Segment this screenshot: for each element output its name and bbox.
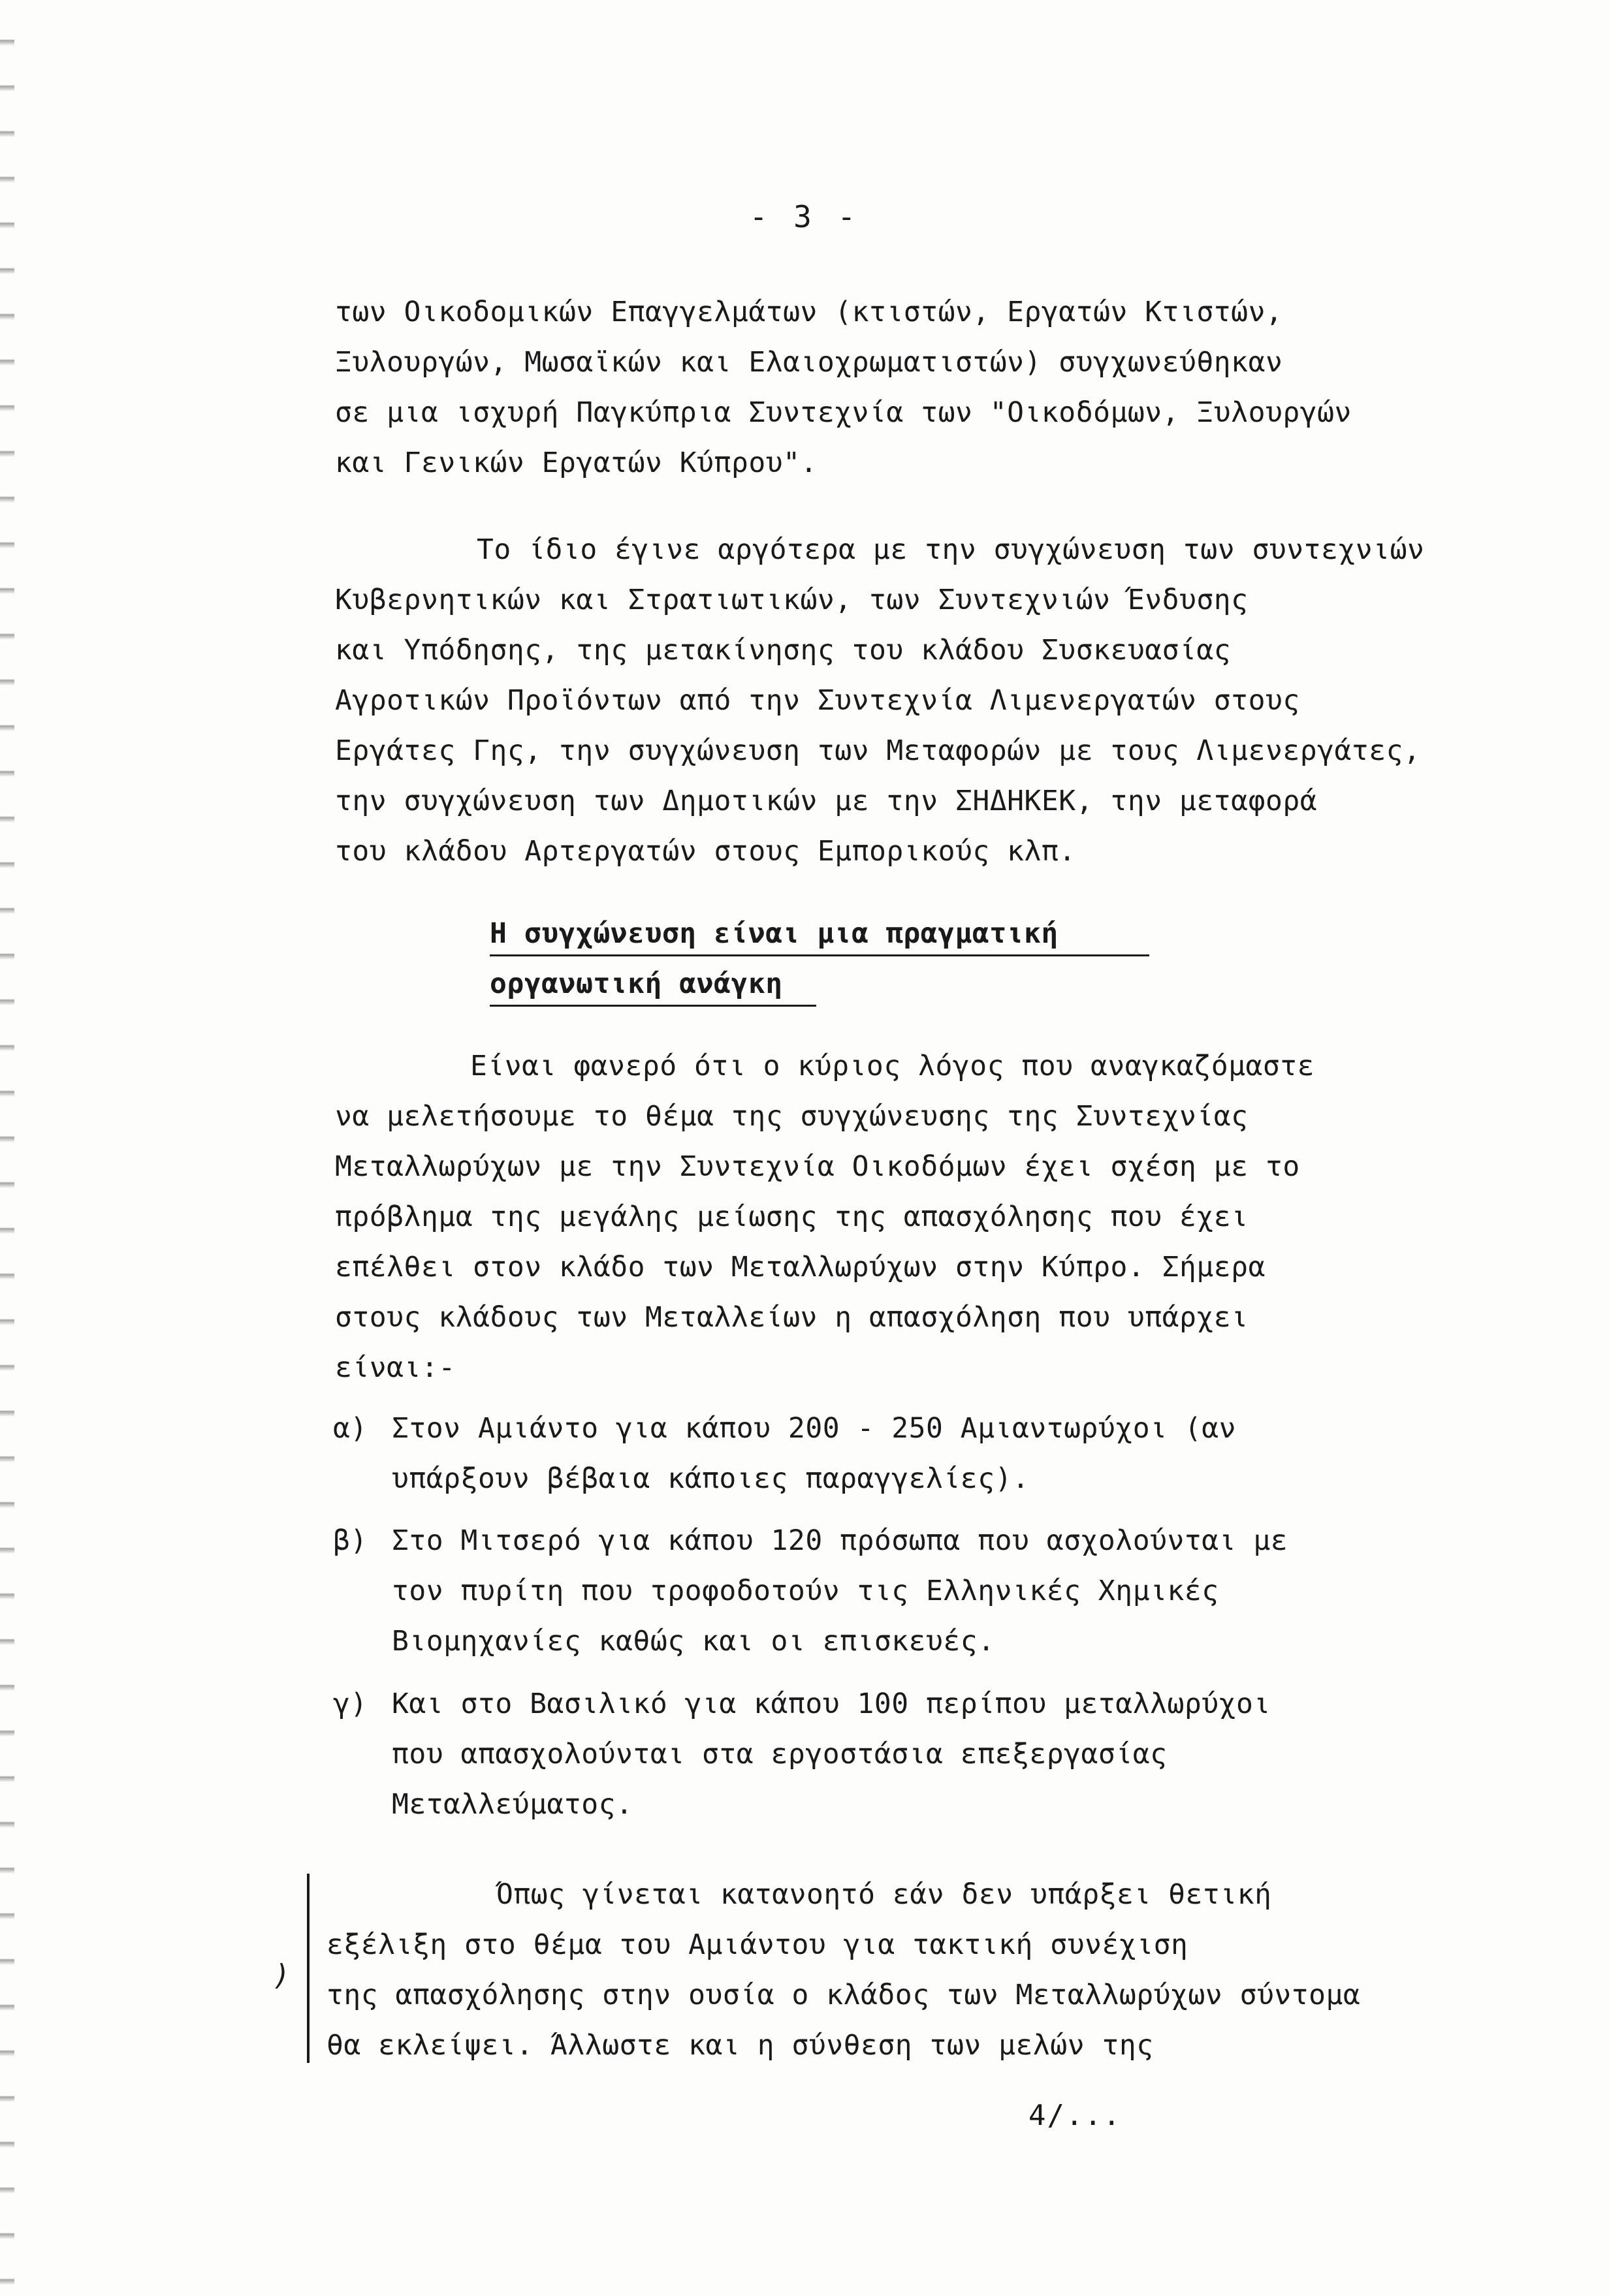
section-heading-line: οργανωτική ανάγκη bbox=[490, 967, 783, 1000]
paragraph-line: Είναι φανερό ότι ο κύριος λόγος που αναγκαζόμαστε bbox=[470, 1050, 1315, 1082]
margin-bracket bbox=[307, 1874, 319, 2063]
list-item-line: υπάρξουν βέβαια κάποιες παραγγελίες). bbox=[392, 1462, 1030, 1495]
page-number: - 3 - bbox=[749, 199, 860, 234]
paragraph-line: εξέλιξη στο θέμα του Αμιάντου για τακτική συνέχιση bbox=[327, 1928, 1188, 1961]
paragraph-line: στους κλάδους των Μεταλλείων η απασχόληση που υπάρχει bbox=[335, 1301, 1249, 1334]
intro-line: σε μια ισχυρή Παγκύπρια Συντεχνία των "Οικοδόμων, Ξυλουργών bbox=[335, 396, 1352, 429]
paragraph-line: πρόβλημα της μεγάλης μείωσης της απασχόλησης που έχει bbox=[335, 1201, 1249, 1233]
paragraph-line: Κυβερνητικών και Στρατιωτικών, των Συντεχνιών Ένδυσης bbox=[335, 584, 1249, 616]
paragraph-line: Μεταλλωρύχων με την Συντεχνία Οικοδόμων έχει σχέση με το bbox=[335, 1150, 1300, 1183]
list-item-line: Στο Μιτσερό για κάπου 120 πρόσωπα που ασχολούνται με bbox=[392, 1524, 1288, 1557]
paragraph-line: να μελετήσουμε το θέμα της συγχώνευσης της Συντεχνίας bbox=[335, 1100, 1249, 1133]
list-item-marker: β) bbox=[333, 1524, 368, 1557]
margin-mark: ) bbox=[273, 1958, 291, 1992]
paragraph-line: Το ίδιο έγινε αργότερα με την συγχώνευση των συντεχνιών bbox=[477, 533, 1425, 566]
paragraph-line: θα εκλείψει. Άλλωστε και η σύνθεση των μελών της bbox=[327, 2029, 1154, 2062]
paragraph-line: της απασχόλησης στην ουσία ο κλάδος των Μεταλλωρύχων σύντομα bbox=[327, 1979, 1361, 2011]
heading-underline bbox=[490, 954, 1149, 956]
paragraph-line: την συγχώνευση των Δημοτικών με την ΣΗΔΗΚΕΚ, την μεταφορά bbox=[335, 785, 1318, 817]
intro-line: των Οικοδομικών Επαγγελμάτων (κτιστών, Εργατών Κτιστών, bbox=[335, 296, 1283, 328]
list-item-line: Μεταλλεύματος. bbox=[392, 1788, 633, 1821]
paragraph-line: επέλθει στον κλάδο των Μεταλλωρύχων στην Κύπρο. Σήμερα bbox=[335, 1251, 1266, 1283]
list-item-marker: γ) bbox=[333, 1688, 368, 1720]
intro-line: και Γενικών Εργατών Κύπρου". bbox=[335, 447, 818, 479]
list-item-marker: α) bbox=[333, 1412, 368, 1445]
list-item-line: Βιομηχανίες καθώς και οι επισκευές. bbox=[392, 1625, 995, 1658]
heading-underline bbox=[490, 1005, 816, 1007]
paragraph-line: και Υπόδησης, της μετακίνησης του κλάδου Συσκευασίας bbox=[335, 634, 1232, 667]
intro-line: Ξυλουργών, Μωσαϊκών και Ελαιοχρωματιστών) συγχωνεύθηκαν bbox=[335, 346, 1283, 379]
section-heading-line: Η συγχώνευση είναι μια πραγματική bbox=[490, 917, 1059, 950]
list-item-line: Στον Αμιάντο για κάπου 200 - 250 Αμιαντωρύχοι (αν bbox=[392, 1412, 1237, 1445]
paragraph-line: Εργάτες Γης, την συγχώνευση των Μεταφορών με τους Λιμενεργάτες, bbox=[335, 734, 1421, 767]
paragraph-line: Αγροτικών Προϊόντων από την Συντεχνία Λιμενεργατών στους bbox=[335, 684, 1300, 717]
paragraph-line: Όπως γίνεται κατανοητό εάν δεν υπάρξει θετική bbox=[496, 1878, 1272, 1911]
binding-edge bbox=[0, 0, 14, 2296]
list-item-line: Και στο Βασιλικό για κάπου 100 περίπου μεταλλωρύχοι bbox=[392, 1688, 1271, 1720]
list-item-line: που απασχολούνται στα εργοστάσια επεξεργασίας bbox=[392, 1738, 1168, 1770]
paragraph-line: είναι:- bbox=[335, 1351, 456, 1384]
continuation-marker: 4/... bbox=[1028, 2099, 1122, 2132]
list-item-line: τον πυρίτη που τροφοδοτούν τις Ελληνικές Χημικές bbox=[392, 1575, 1219, 1607]
paragraph-line: του κλάδου Αρτεργατών στους Εμπορικούς κλπ. bbox=[335, 835, 1076, 868]
